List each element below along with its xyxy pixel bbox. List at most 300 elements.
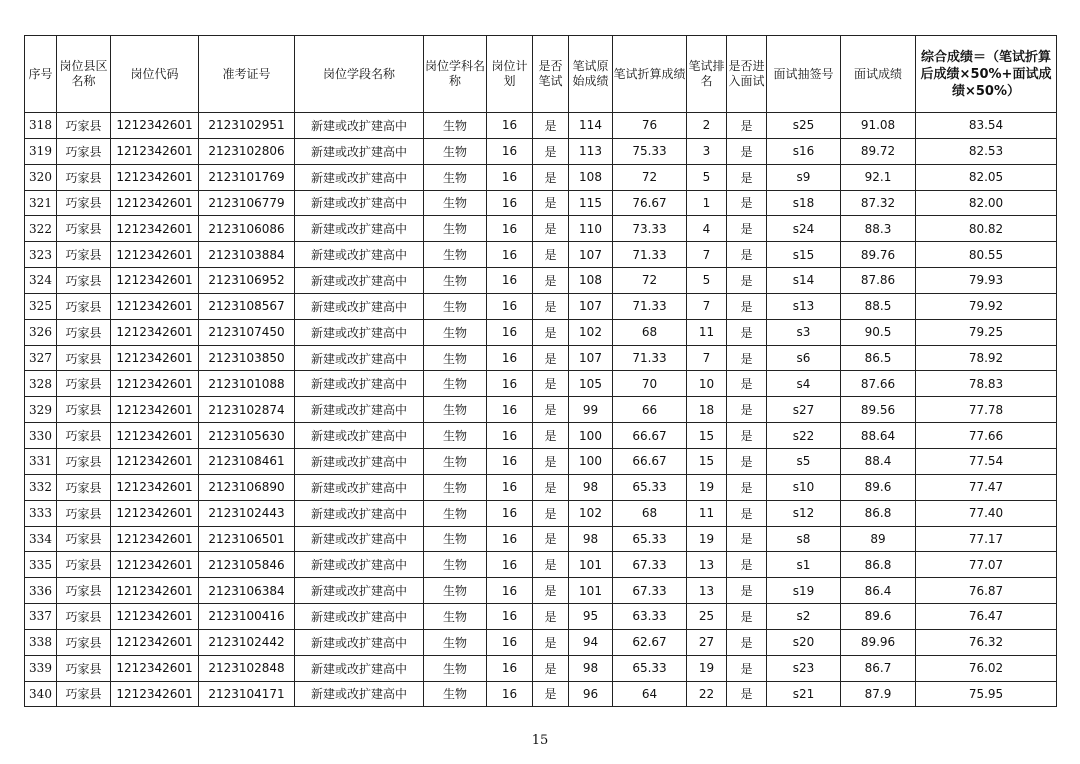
- cell-total-score: 77.66: [916, 423, 1057, 449]
- cell-draw-number: s1: [767, 552, 841, 578]
- cell-interview-score: 88.4: [841, 448, 916, 474]
- score-table: [24, 35, 1057, 707]
- cell-total-score: 83.54: [916, 113, 1057, 139]
- cell-written-exam: 是: [533, 113, 569, 139]
- cell-stage-name: 新建或改扩建高中: [295, 604, 424, 630]
- cell-written-converted: 68: [613, 319, 687, 345]
- cell-enter-interview: 是: [727, 629, 767, 655]
- cell-written-raw: 96: [569, 681, 613, 707]
- header-interview-score: 面试成绩: [841, 36, 916, 113]
- cell-subject: 生物: [424, 448, 487, 474]
- cell-written-converted: 65.33: [613, 474, 687, 500]
- cell-written-raw: 94: [569, 629, 613, 655]
- cell-stage-name: 新建或改扩建高中: [295, 113, 424, 139]
- cell-written-exam: 是: [533, 604, 569, 630]
- cell-plan: 16: [487, 474, 533, 500]
- cell-total-score: 82.05: [916, 164, 1057, 190]
- cell-total-score: 78.92: [916, 345, 1057, 371]
- cell-stage-name: 新建或改扩建高中: [295, 423, 424, 449]
- cell-post-code: 1212342601: [111, 242, 199, 268]
- cell-draw-number: s19: [767, 578, 841, 604]
- cell-subject: 生物: [424, 242, 487, 268]
- cell-index: 320: [25, 164, 57, 190]
- cell-written-converted: 67.33: [613, 578, 687, 604]
- cell-written-exam: 是: [533, 655, 569, 681]
- cell-draw-number: s24: [767, 216, 841, 242]
- header-written-raw: 笔试原始成绩: [569, 36, 613, 113]
- cell-stage-name: 新建或改扩建高中: [295, 345, 424, 371]
- cell-written-exam: 是: [533, 448, 569, 474]
- table-row: [25, 113, 1057, 139]
- cell-written-raw: 108: [569, 268, 613, 294]
- cell-post-code: 1212342601: [111, 371, 199, 397]
- cell-enter-interview: 是: [727, 552, 767, 578]
- cell-plan: 16: [487, 552, 533, 578]
- cell-post-code: 1212342601: [111, 552, 199, 578]
- cell-enter-interview: 是: [727, 216, 767, 242]
- table-row: [25, 164, 1057, 190]
- cell-index: 323: [25, 242, 57, 268]
- cell-county: 巧家县: [57, 268, 111, 294]
- cell-written-converted: 66: [613, 397, 687, 423]
- cell-draw-number: s18: [767, 190, 841, 216]
- cell-draw-number: s8: [767, 526, 841, 552]
- cell-enter-interview: 是: [727, 268, 767, 294]
- cell-written-converted: 70: [613, 371, 687, 397]
- cell-written-raw: 101: [569, 552, 613, 578]
- cell-county: 巧家县: [57, 604, 111, 630]
- cell-enter-interview: 是: [727, 113, 767, 139]
- page-number: 15: [531, 733, 549, 748]
- cell-written-converted: 64: [613, 681, 687, 707]
- cell-draw-number: s27: [767, 397, 841, 423]
- header-row: [25, 36, 1057, 113]
- cell-county: 巧家县: [57, 681, 111, 707]
- cell-written-converted: 68: [613, 500, 687, 526]
- cell-enter-interview: 是: [727, 319, 767, 345]
- header-county: 岗位县区名称: [57, 36, 111, 113]
- table-row: [25, 345, 1057, 371]
- cell-draw-number: s22: [767, 423, 841, 449]
- cell-index: 325: [25, 293, 57, 319]
- cell-post-code: 1212342601: [111, 268, 199, 294]
- cell-subject: 生物: [424, 216, 487, 242]
- cell-written-rank: 22: [687, 681, 727, 707]
- cell-subject: 生物: [424, 552, 487, 578]
- cell-written-raw: 98: [569, 655, 613, 681]
- cell-subject: 生物: [424, 293, 487, 319]
- cell-interview-score: 88.64: [841, 423, 916, 449]
- table-row: [25, 242, 1057, 268]
- cell-written-exam: 是: [533, 268, 569, 294]
- cell-enter-interview: 是: [727, 604, 767, 630]
- cell-county: 巧家县: [57, 216, 111, 242]
- cell-post-code: 1212342601: [111, 423, 199, 449]
- cell-written-rank: 5: [687, 268, 727, 294]
- cell-ticket-number: 2123101088: [199, 371, 295, 397]
- cell-written-converted: 67.33: [613, 552, 687, 578]
- cell-draw-number: s21: [767, 681, 841, 707]
- cell-written-rank: 7: [687, 345, 727, 371]
- cell-total-score: 76.87: [916, 578, 1057, 604]
- table-row: [25, 371, 1057, 397]
- cell-stage-name: 新建或改扩建高中: [295, 293, 424, 319]
- cell-post-code: 1212342601: [111, 629, 199, 655]
- cell-post-code: 1212342601: [111, 319, 199, 345]
- cell-post-code: 1212342601: [111, 474, 199, 500]
- cell-county: 巧家县: [57, 423, 111, 449]
- cell-subject: 生物: [424, 268, 487, 294]
- table-row: [25, 578, 1057, 604]
- cell-index: 332: [25, 474, 57, 500]
- header-draw-number: 面试抽签号: [767, 36, 841, 113]
- cell-interview-score: 87.66: [841, 371, 916, 397]
- cell-draw-number: s6: [767, 345, 841, 371]
- cell-plan: 16: [487, 113, 533, 139]
- cell-written-converted: 71.33: [613, 242, 687, 268]
- cell-plan: 16: [487, 242, 533, 268]
- cell-post-code: 1212342601: [111, 190, 199, 216]
- header-index: 序号: [25, 36, 57, 113]
- cell-county: 巧家县: [57, 397, 111, 423]
- table-row: [25, 552, 1057, 578]
- cell-ticket-number: 2123106384: [199, 578, 295, 604]
- cell-interview-score: 89.6: [841, 474, 916, 500]
- cell-ticket-number: 2123102848: [199, 655, 295, 681]
- cell-subject: 生物: [424, 164, 487, 190]
- cell-stage-name: 新建或改扩建高中: [295, 164, 424, 190]
- cell-post-code: 1212342601: [111, 397, 199, 423]
- cell-written-converted: 76.67: [613, 190, 687, 216]
- table-row: [25, 138, 1057, 164]
- cell-post-code: 1212342601: [111, 113, 199, 139]
- cell-total-score: 77.78: [916, 397, 1057, 423]
- cell-written-rank: 15: [687, 448, 727, 474]
- cell-written-rank: 13: [687, 578, 727, 604]
- cell-written-converted: 71.33: [613, 293, 687, 319]
- cell-written-converted: 66.67: [613, 448, 687, 474]
- cell-plan: 16: [487, 681, 533, 707]
- cell-subject: 生物: [424, 397, 487, 423]
- cell-enter-interview: 是: [727, 526, 767, 552]
- cell-written-rank: 3: [687, 138, 727, 164]
- cell-stage-name: 新建或改扩建高中: [295, 655, 424, 681]
- cell-plan: 16: [487, 578, 533, 604]
- cell-written-rank: 11: [687, 319, 727, 345]
- cell-stage-name: 新建或改扩建高中: [295, 190, 424, 216]
- header-enter-interview: 是否进入面试: [727, 36, 767, 113]
- cell-enter-interview: 是: [727, 423, 767, 449]
- cell-ticket-number: 2123102874: [199, 397, 295, 423]
- cell-written-exam: 是: [533, 474, 569, 500]
- table-row: [25, 604, 1057, 630]
- cell-county: 巧家县: [57, 190, 111, 216]
- cell-plan: 16: [487, 268, 533, 294]
- cell-written-rank: 18: [687, 397, 727, 423]
- cell-ticket-number: 2123104171: [199, 681, 295, 707]
- cell-index: 335: [25, 552, 57, 578]
- cell-written-raw: 110: [569, 216, 613, 242]
- cell-plan: 16: [487, 397, 533, 423]
- cell-interview-score: 91.08: [841, 113, 916, 139]
- cell-total-score: 77.17: [916, 526, 1057, 552]
- cell-index: 340: [25, 681, 57, 707]
- cell-county: 巧家县: [57, 526, 111, 552]
- cell-total-score: 82.00: [916, 190, 1057, 216]
- cell-draw-number: s2: [767, 604, 841, 630]
- cell-written-exam: 是: [533, 242, 569, 268]
- table-row: [25, 268, 1057, 294]
- cell-stage-name: 新建或改扩建高中: [295, 578, 424, 604]
- cell-written-exam: 是: [533, 500, 569, 526]
- cell-written-raw: 107: [569, 293, 613, 319]
- cell-plan: 16: [487, 190, 533, 216]
- cell-written-converted: 63.33: [613, 604, 687, 630]
- cell-index: 337: [25, 604, 57, 630]
- table-row: [25, 629, 1057, 655]
- cell-stage-name: 新建或改扩建高中: [295, 474, 424, 500]
- cell-written-converted: 76: [613, 113, 687, 139]
- cell-post-code: 1212342601: [111, 138, 199, 164]
- cell-written-rank: 4: [687, 216, 727, 242]
- cell-written-rank: 19: [687, 655, 727, 681]
- cell-draw-number: s10: [767, 474, 841, 500]
- cell-plan: 16: [487, 319, 533, 345]
- cell-plan: 16: [487, 629, 533, 655]
- cell-county: 巧家县: [57, 113, 111, 139]
- table-body: [25, 113, 1057, 707]
- table-row: [25, 655, 1057, 681]
- cell-written-raw: 113: [569, 138, 613, 164]
- cell-post-code: 1212342601: [111, 681, 199, 707]
- cell-county: 巧家县: [57, 242, 111, 268]
- cell-subject: 生物: [424, 319, 487, 345]
- cell-plan: 16: [487, 526, 533, 552]
- cell-written-converted: 73.33: [613, 216, 687, 242]
- cell-subject: 生物: [424, 500, 487, 526]
- cell-interview-score: 89.72: [841, 138, 916, 164]
- table-row: [25, 319, 1057, 345]
- cell-ticket-number: 2123101769: [199, 164, 295, 190]
- cell-ticket-number: 2123106890: [199, 474, 295, 500]
- cell-interview-score: 87.32: [841, 190, 916, 216]
- cell-written-raw: 99: [569, 397, 613, 423]
- cell-ticket-number: 2123103884: [199, 242, 295, 268]
- cell-stage-name: 新建或改扩建高中: [295, 681, 424, 707]
- cell-total-score: 79.25: [916, 319, 1057, 345]
- cell-written-exam: 是: [533, 138, 569, 164]
- cell-written-raw: 102: [569, 319, 613, 345]
- cell-written-rank: 1: [687, 190, 727, 216]
- cell-index: 318: [25, 113, 57, 139]
- cell-written-exam: 是: [533, 190, 569, 216]
- cell-written-raw: 98: [569, 526, 613, 552]
- cell-index: 327: [25, 345, 57, 371]
- cell-plan: 16: [487, 448, 533, 474]
- cell-total-score: 76.47: [916, 604, 1057, 630]
- cell-county: 巧家县: [57, 371, 111, 397]
- header-subject: 岗位学科名称: [424, 36, 487, 113]
- cell-post-code: 1212342601: [111, 293, 199, 319]
- cell-post-code: 1212342601: [111, 216, 199, 242]
- cell-written-rank: 10: [687, 371, 727, 397]
- cell-plan: 16: [487, 216, 533, 242]
- cell-interview-score: 87.9: [841, 681, 916, 707]
- cell-draw-number: s16: [767, 138, 841, 164]
- cell-post-code: 1212342601: [111, 164, 199, 190]
- cell-ticket-number: 2123102806: [199, 138, 295, 164]
- cell-interview-score: 89.96: [841, 629, 916, 655]
- cell-draw-number: s15: [767, 242, 841, 268]
- cell-draw-number: s3: [767, 319, 841, 345]
- header-ticket-number: 准考证号: [199, 36, 295, 113]
- cell-stage-name: 新建或改扩建高中: [295, 319, 424, 345]
- header-written-exam: 是否笔试: [533, 36, 569, 113]
- cell-ticket-number: 2123105846: [199, 552, 295, 578]
- table-row: [25, 500, 1057, 526]
- cell-county: 巧家县: [57, 293, 111, 319]
- cell-written-converted: 71.33: [613, 345, 687, 371]
- cell-plan: 16: [487, 345, 533, 371]
- cell-plan: 16: [487, 293, 533, 319]
- cell-ticket-number: 2123106952: [199, 268, 295, 294]
- cell-subject: 生物: [424, 604, 487, 630]
- cell-subject: 生物: [424, 371, 487, 397]
- cell-interview-score: 88.5: [841, 293, 916, 319]
- table-row: [25, 474, 1057, 500]
- cell-total-score: 80.55: [916, 242, 1057, 268]
- cell-stage-name: 新建或改扩建高中: [295, 526, 424, 552]
- cell-ticket-number: 2123107450: [199, 319, 295, 345]
- header-plan: 岗位计划: [487, 36, 533, 113]
- cell-draw-number: s4: [767, 371, 841, 397]
- table-row: [25, 397, 1057, 423]
- cell-stage-name: 新建或改扩建高中: [295, 552, 424, 578]
- cell-stage-name: 新建或改扩建高中: [295, 448, 424, 474]
- cell-written-raw: 100: [569, 423, 613, 449]
- cell-draw-number: s12: [767, 500, 841, 526]
- cell-written-rank: 2: [687, 113, 727, 139]
- cell-stage-name: 新建或改扩建高中: [295, 216, 424, 242]
- cell-enter-interview: 是: [727, 681, 767, 707]
- cell-county: 巧家县: [57, 474, 111, 500]
- cell-total-score: 76.02: [916, 655, 1057, 681]
- cell-county: 巧家县: [57, 655, 111, 681]
- cell-ticket-number: 2123106501: [199, 526, 295, 552]
- cell-ticket-number: 2123106086: [199, 216, 295, 242]
- header-stage-name: 岗位学段名称: [295, 36, 424, 113]
- cell-index: 324: [25, 268, 57, 294]
- cell-ticket-number: 2123103850: [199, 345, 295, 371]
- cell-subject: 生物: [424, 526, 487, 552]
- cell-total-score: 80.82: [916, 216, 1057, 242]
- cell-interview-score: 86.7: [841, 655, 916, 681]
- cell-stage-name: 新建或改扩建高中: [295, 242, 424, 268]
- cell-ticket-number: 2123102442: [199, 629, 295, 655]
- cell-county: 巧家县: [57, 629, 111, 655]
- cell-index: 338: [25, 629, 57, 655]
- cell-stage-name: 新建或改扩建高中: [295, 397, 424, 423]
- cell-written-converted: 62.67: [613, 629, 687, 655]
- cell-written-exam: 是: [533, 164, 569, 190]
- cell-enter-interview: 是: [727, 293, 767, 319]
- cell-enter-interview: 是: [727, 190, 767, 216]
- header-post-code: 岗位代码: [111, 36, 199, 113]
- cell-interview-score: 86.8: [841, 552, 916, 578]
- cell-written-converted: 75.33: [613, 138, 687, 164]
- cell-index: 331: [25, 448, 57, 474]
- cell-written-raw: 101: [569, 578, 613, 604]
- cell-index: 330: [25, 423, 57, 449]
- cell-written-exam: 是: [533, 578, 569, 604]
- cell-written-raw: 108: [569, 164, 613, 190]
- cell-index: 334: [25, 526, 57, 552]
- cell-plan: 16: [487, 423, 533, 449]
- cell-written-rank: 7: [687, 293, 727, 319]
- cell-written-rank: 25: [687, 604, 727, 630]
- cell-county: 巧家县: [57, 164, 111, 190]
- cell-enter-interview: 是: [727, 371, 767, 397]
- cell-written-rank: 5: [687, 164, 727, 190]
- cell-enter-interview: 是: [727, 138, 767, 164]
- cell-subject: 生物: [424, 681, 487, 707]
- cell-written-converted: 65.33: [613, 526, 687, 552]
- cell-written-exam: 是: [533, 629, 569, 655]
- cell-total-score: 79.92: [916, 293, 1057, 319]
- cell-index: 321: [25, 190, 57, 216]
- cell-post-code: 1212342601: [111, 500, 199, 526]
- cell-county: 巧家县: [57, 578, 111, 604]
- table-row: [25, 190, 1057, 216]
- cell-written-rank: 19: [687, 474, 727, 500]
- cell-subject: 生物: [424, 655, 487, 681]
- cell-stage-name: 新建或改扩建高中: [295, 500, 424, 526]
- cell-enter-interview: 是: [727, 474, 767, 500]
- cell-draw-number: s20: [767, 629, 841, 655]
- cell-post-code: 1212342601: [111, 578, 199, 604]
- cell-total-score: 76.32: [916, 629, 1057, 655]
- cell-index: 326: [25, 319, 57, 345]
- header-written-rank: 笔试排名: [687, 36, 727, 113]
- cell-written-raw: 115: [569, 190, 613, 216]
- cell-written-rank: 15: [687, 423, 727, 449]
- cell-written-exam: 是: [533, 293, 569, 319]
- cell-subject: 生物: [424, 474, 487, 500]
- cell-index: 322: [25, 216, 57, 242]
- cell-written-converted: 66.67: [613, 423, 687, 449]
- table-row: [25, 681, 1057, 707]
- cell-written-rank: 19: [687, 526, 727, 552]
- cell-written-raw: 114: [569, 113, 613, 139]
- cell-post-code: 1212342601: [111, 526, 199, 552]
- cell-written-exam: 是: [533, 423, 569, 449]
- cell-index: 319: [25, 138, 57, 164]
- cell-written-raw: 105: [569, 371, 613, 397]
- cell-interview-score: 86.5: [841, 345, 916, 371]
- cell-draw-number: s23: [767, 655, 841, 681]
- cell-interview-score: 92.1: [841, 164, 916, 190]
- cell-interview-score: 89.6: [841, 604, 916, 630]
- cell-draw-number: s14: [767, 268, 841, 294]
- cell-total-score: 75.95: [916, 681, 1057, 707]
- table-row: [25, 293, 1057, 319]
- cell-county: 巧家县: [57, 138, 111, 164]
- cell-stage-name: 新建或改扩建高中: [295, 629, 424, 655]
- cell-ticket-number: 2123102443: [199, 500, 295, 526]
- table-row: [25, 448, 1057, 474]
- cell-ticket-number: 2123105630: [199, 423, 295, 449]
- cell-plan: 16: [487, 371, 533, 397]
